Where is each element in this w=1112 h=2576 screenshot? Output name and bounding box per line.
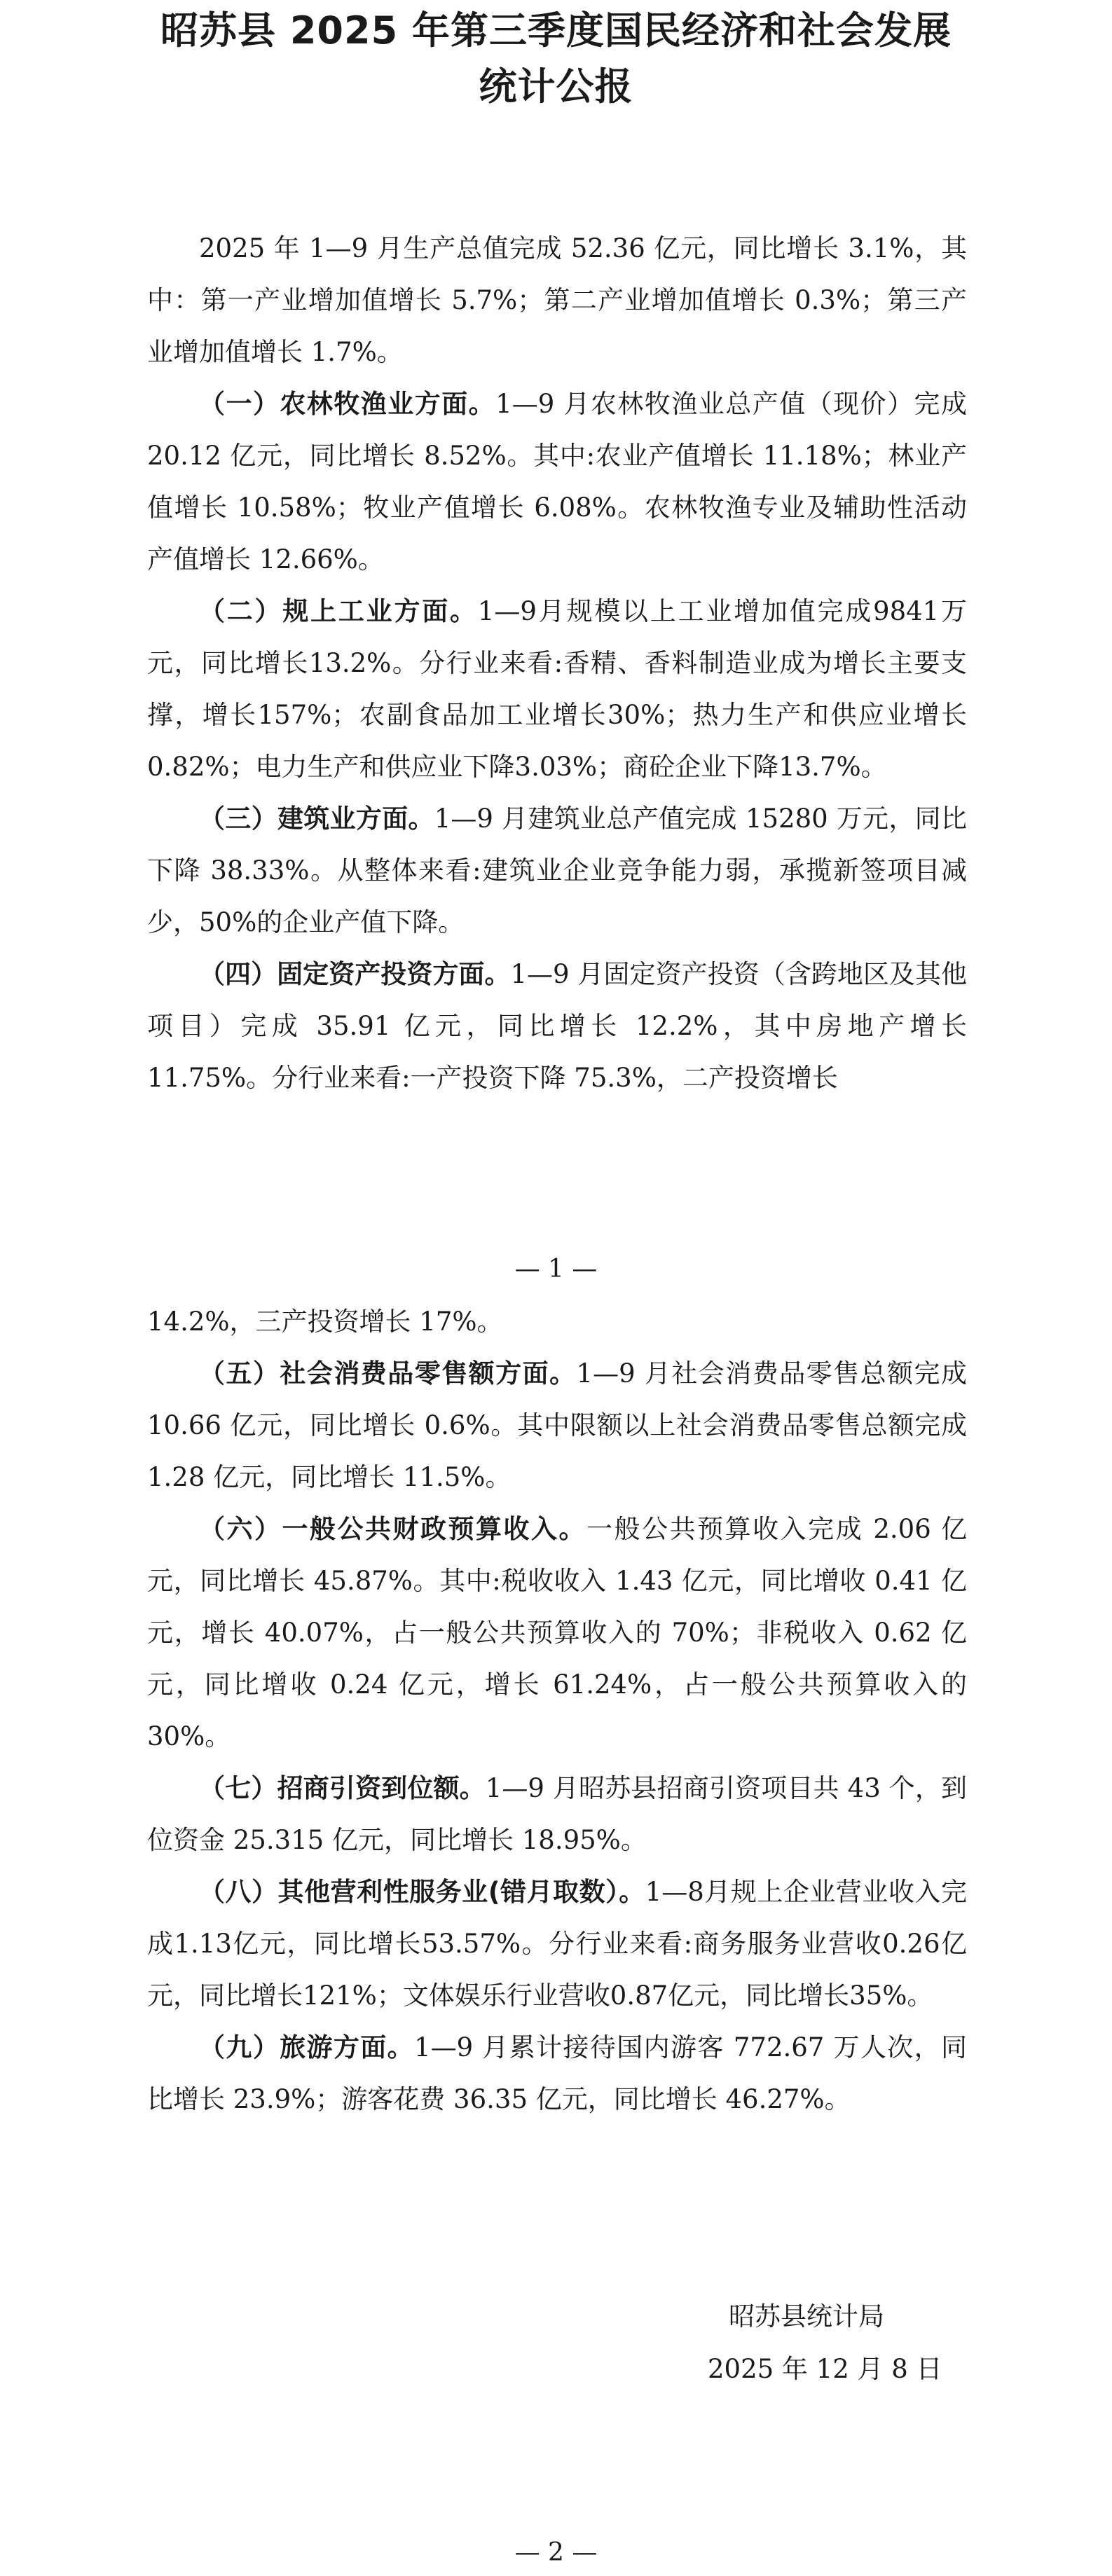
section-heading: （四）固定资产投资方面。 <box>199 959 511 989</box>
section-text: 1—9月规模以上工业增加值完成9841万元，同比增长13.2%。分行业来看:香精、香料制造业成为增长主要支撑，增长157%；农副食品加工业增长30%；热力生产和供应业增长0.82%；电力生产和供应业下降3.03%；商砼企业下降13.7%。 <box>147 596 967 782</box>
signature-date: 2025 年 12 月 8 日 <box>708 2354 942 2384</box>
document-title-line-1: 昭苏县 2025 年第三季度国民经济和社会发展 <box>160 8 952 53</box>
intro-paragraph: 2025 年 1—9 月生产总值完成 52.36 亿元，同比增长 3.1%，其中：第一产业增加值增长 5.7%；第二产业增加值增长 0.3%；第三产业增加值增长 1.7%。 <box>147 233 967 367</box>
page-number-2: — 2 — <box>514 2538 598 2567</box>
section-heading: （六）一般公共财政预算收入。 <box>199 1514 587 1544</box>
page-2-body <box>147 1296 967 2126</box>
section-text: 1—9 月社会消费品零售总额完成 10.66 亿元，同比增长 0.6%。其中限额以上社会消费品零售总额完成 1.28 亿元，同比增长 11.5%。 <box>147 1358 967 1492</box>
document-title-line-2: 统计公报 <box>479 64 633 109</box>
section-tourism <box>147 2022 967 2126</box>
section-heading: （一）农林牧渔业方面。 <box>199 389 496 419</box>
section-other-services <box>147 1866 967 2022</box>
section-text: 一般公共预算收入完成 2.06 亿元，同比增长 45.87%。其中:税收收入 1.43 亿元，同比增收 0.41 亿元，增长 40.07%，占一般公共预算收入的 70%；非税收入 0.62 亿元，同比增收 0.24 亿元，增长 61.24%，占一般公共预算收入的 30%。 <box>147 1514 968 1751</box>
section-heading: （八）其他营利性服务业(错月取数）。 <box>199 1877 645 1907</box>
section-fiscal-revenue <box>147 1503 967 1763</box>
section-construction <box>147 793 967 949</box>
page-1-body <box>147 223 967 1104</box>
signature-organization: 昭苏县统计局 <box>729 2301 884 2332</box>
section-fixed-investment <box>147 949 967 1104</box>
section-text: 1—9 月建筑业总产值完成 15280 万元，同比下降 38.33%。从整体来看:建筑业企业竞争能力弱，承揽新签项目减少，50%的企业产值下降。 <box>147 804 967 937</box>
section-heading: （五）社会消费品零售额方面。 <box>199 1358 577 1389</box>
continuation-paragraph: 14.2%，三产投资增长 17%。 <box>147 1307 503 1337</box>
section-heading: （七）招商引资到位额。 <box>199 1773 486 1803</box>
section-retail <box>147 1348 967 1503</box>
section-industry <box>147 586 967 793</box>
section-heading: （三）建筑业方面。 <box>199 804 434 834</box>
section-heading: （二）规上工业方面。 <box>199 596 478 626</box>
section-text: 1—8月规上企业营业收入完成1.13亿元，同比增长53.57%。分行业来看:商务服务业营收0.26亿元，同比增长121%；文体娱乐行业营收0.87亿元，同比增长35%。 <box>147 1877 967 2011</box>
section-text: 1—9 月农林牧渔业总产值（现价）完成 20.12 亿元，同比增长 8.52%。其中:农业产值增长 11.18%；林业产值增长 10.58%；牧业产值增长 6.08%。农林牧渔专业及辅助性活动产值增长 12.66%。 <box>147 389 968 574</box>
section-text: 1—9 月固定资产投资（含跨地区及其他项目）完成 35.91 亿元，同比增长 12.2%，其中房地产增长 11.75%。分行业来看:一产投资下降 75.3%，二产投资增长 <box>147 959 967 1093</box>
section-text: 1—9 月昭苏县招商引资项目共 43 个，到位资金 25.315 亿元，同比增长 18.95%。 <box>147 1773 967 1855</box>
section-investment-attraction <box>147 1763 967 1866</box>
section-heading: （九）旅游方面。 <box>199 2032 415 2062</box>
section-agriculture <box>147 378 967 586</box>
section-text: 1—9 月累计接待国内游客 772.67 万人次，同比增长 23.9%；游客花费 36.35 亿元，同比增长 46.27%。 <box>147 2032 968 2114</box>
page-number-1: — 1 — <box>514 1255 598 1283</box>
